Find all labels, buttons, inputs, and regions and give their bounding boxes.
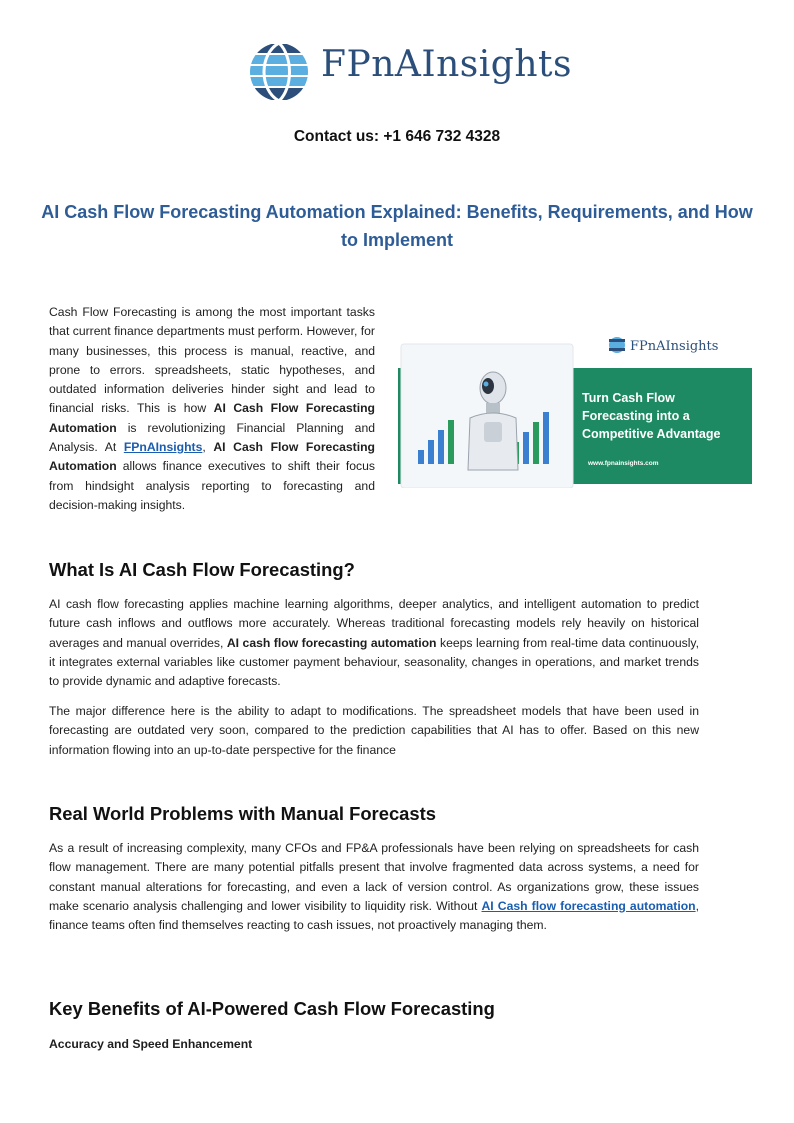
intro-bold-term: AI Cash Flow Forecasting Automation — [49, 401, 376, 435]
banner-headline-line1: Turn Cash Flow — [582, 391, 675, 405]
banner-headline-line3: Competitive Advantage — [582, 427, 721, 441]
promo-banner-image — [398, 330, 752, 488]
banner-graphic — [398, 330, 752, 488]
paragraph-text: AI cash flow forecasting applies machine learning algorithms, deeper analytics, and intelligent automation to predict future cash inflows and outflows more accurately. Whereas traditional forecasting models rely heavily on historical averages and manual overrides, — [49, 597, 699, 650]
section-heading-real-world-problems: Real World Problems with Manual Forecasts — [49, 803, 436, 824]
banner-headline-line2: Forecasting into a — [582, 409, 690, 423]
intro-paragraph — [49, 303, 375, 515]
brand-logo — [249, 42, 572, 102]
paragraph-bold-term: AI cash flow forecasting automation — [226, 635, 437, 650]
intro-text: allows finance executives to shift their focus from hindsight analysis reporting to forecasting and decision-making insights. — [49, 459, 375, 512]
section-heading-what-is: What Is AI Cash Flow Forecasting? — [49, 559, 355, 580]
globe-logo-icon — [249, 42, 313, 102]
paragraph-text: keeps learning from real-time data continuously, it integrates external variables like customer payment behaviour, seasonality, changes in operations, and market trends to provide dynamic and adaptive forecasts. — [49, 635, 699, 689]
intro-bold-term: AI Cash Flow Forecasting Automation — [49, 440, 376, 474]
document-title: AI Cash Flow Forecasting Automation Explained: Benefits, Requirements, and How to Implement — [41, 202, 753, 250]
banner-url: www.fpnainsights.com — [588, 460, 659, 467]
brand-name: FPnAInsights — [321, 44, 572, 85]
intro-text: Cash Flow Forecasting is among the most important tasks that current finance departments must perform. However, for many businesses, this process is manual, reactive, and prone to errors. spreadsheets, static hypotheses, and outdated information deliveries hinder sight and lead to financial risks. This is how — [49, 305, 375, 416]
section-heading-key-benefits: Key Benefits of AI-Powered Cash Flow Forecasting — [49, 998, 495, 1019]
section1-paragraph-2: The major difference here is the ability to adapt to modifications. The spreadsheet models that have been used in forecasting are outdated very soon, compared to the prediction capabilities that AI has to offer. Based on this new information flowing into an up-to-date perspective for the finance — [49, 704, 699, 757]
section1-paragraph-1 — [49, 595, 699, 691]
ai-cash-flow-automation-link[interactable]: AI Cash flow forecasting automation — [481, 898, 696, 913]
section2-paragraph-1 — [49, 839, 699, 935]
intro-text: is revolutionizing Financial Planning and Analysis. At — [49, 420, 375, 455]
fpnainsights-link[interactable]: FPnAInsights — [123, 440, 203, 455]
paragraph-text: As a result of increasing complexity, many CFOs and FP&A professionals have been relying on spreadsheets for cash flow management. There are many potential pitfalls present that involve fragmented data across systems, a need for constant manual alterations for forecasting, and even a lack of version control. As organizations grow, these issues make scenario analysis challenging and lower visibility to liquidity risk. Without — [49, 841, 699, 913]
paragraph-text: , finance teams often find themselves reacting to cash issues, not proactively managing them. — [49, 898, 699, 933]
subheading-accuracy-speed: Accuracy and Speed Enhancement — [49, 1037, 253, 1051]
contact-phone: Contact us: +1 646 732 4328 — [293, 128, 501, 145]
banner-logo-text: FPnAInsights — [630, 339, 719, 354]
intro-text: , — [202, 440, 214, 455]
